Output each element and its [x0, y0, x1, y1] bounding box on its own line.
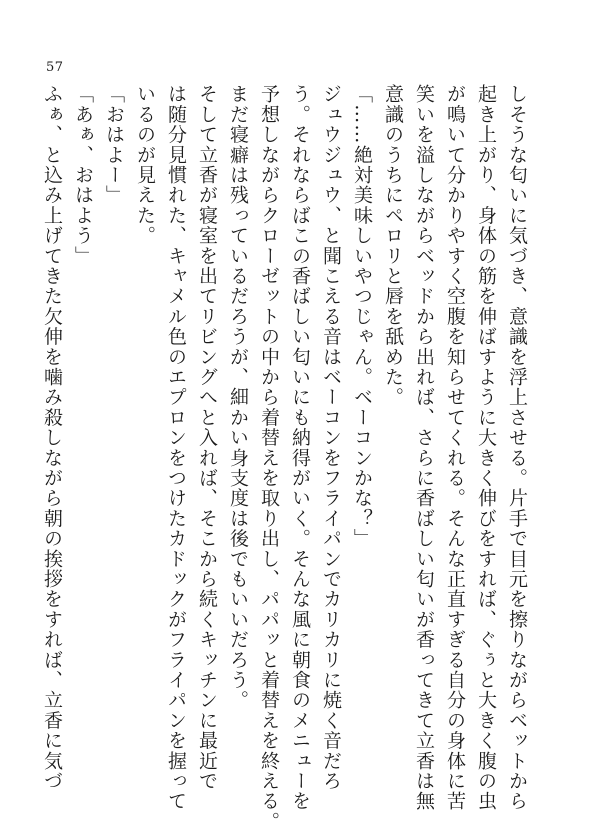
page-number: 57 [46, 60, 64, 75]
text-column: 予想しながらクローゼットの中から着替えを取り出し、パパッと着替えを終える。 [258, 84, 280, 832]
text-column: いるのが見えた。 [134, 84, 156, 246]
novel-text-body [36, 84, 532, 832]
text-column: 笑いを溢しながらベッドから出れば、さらに香ばしい匂いが香ってきて立香は無 [413, 84, 435, 812]
text-column: う。それならばこの香ばしい匂いにも納得がいく。そんな風に朝食のメニューを [289, 84, 311, 812]
text-column: が鳴いて分かりやすく空腹を知らせてくれる。そんな正直すぎる自分の身体に苦 [444, 84, 466, 812]
text-column: ふぁ、と込み上げてきた欠伸を噛み殺しながら朝の挨拶をすれば、立香に気づ [41, 84, 63, 792]
text-column: まだ寝癖は残っているだろうが、細かい身支度は後でもいいだろう。 [227, 84, 249, 711]
text-column: 意識のうちにペロリと唇を舐めた。 [382, 84, 404, 408]
text-column: しそうな匂いに気づき、意識を浮上させる。片手で目元を擦りながらベットから [506, 84, 528, 812]
dialogue-column: 「……絶対美味しいやつじゃん。ベーコンかな？」 [351, 84, 373, 549]
text-column: 起き上がり、身体の筋を伸ばすように大きく伸びをすれば、ぐぅと大きく腹の虫 [475, 84, 497, 812]
text-column: ジュウジュウ、と聞こえる音はベーコンをフライパンでカリカリに焼く音だろ [320, 84, 342, 791]
text-column: は随分見慣れた、キャメル色のエプロンをつけたカドックがフライパンを握って [165, 84, 187, 812]
text-column: そして立香が寝室を出てリビングへと入れば、そこから続くキッチンに最近で [196, 84, 218, 791]
dialogue-column: 「あぁ、おはよう」 [72, 84, 94, 266]
dialogue-column: 「おはよー」 [103, 84, 125, 206]
